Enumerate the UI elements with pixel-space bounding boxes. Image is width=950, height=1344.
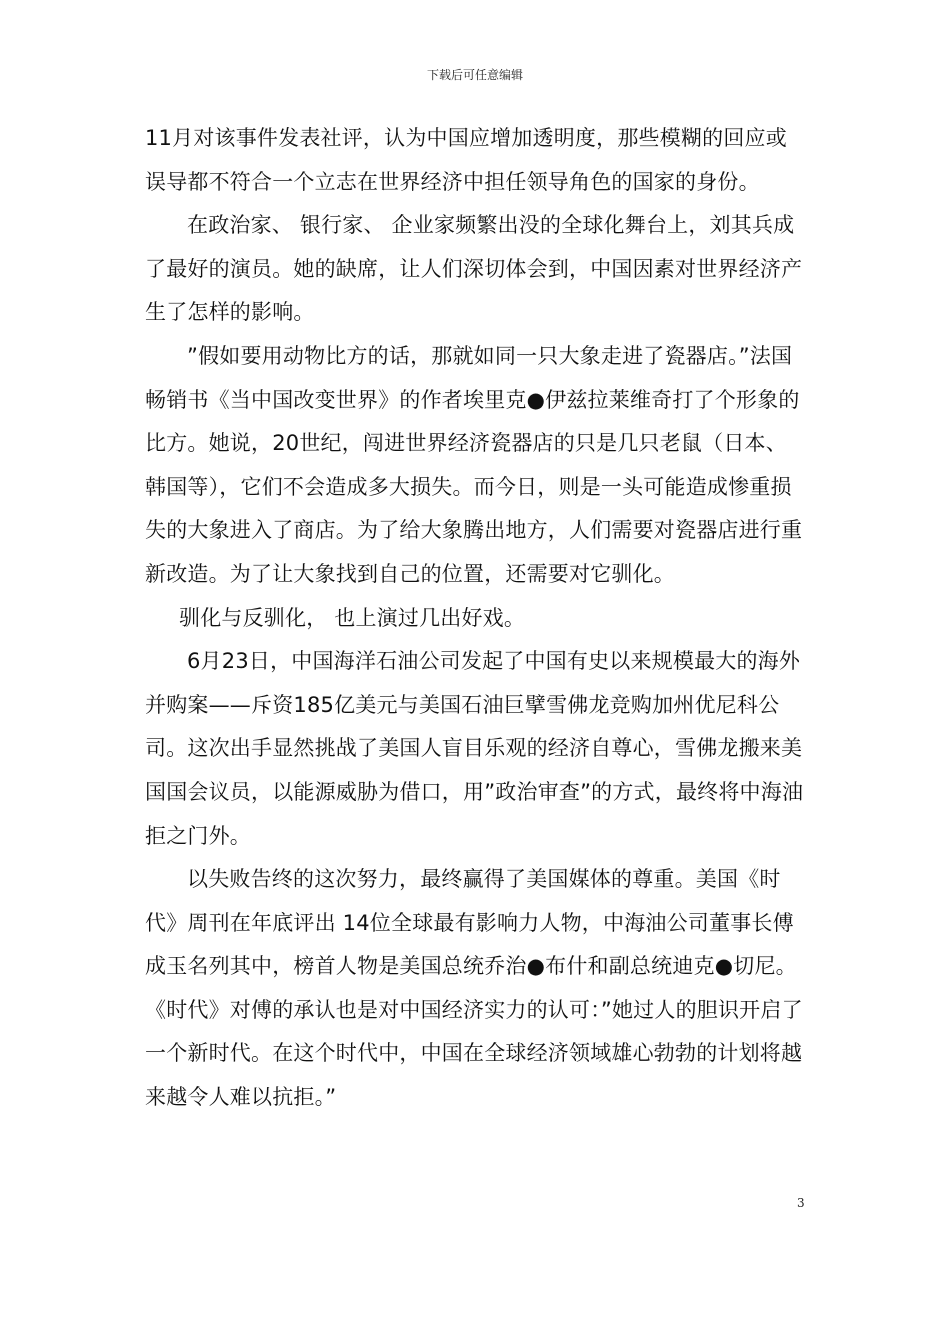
paragraph-4: 驯化与反驯化， 也上演过几出好戏。 xyxy=(179,605,526,630)
paragraph-5: 6月23日，中国海洋石油公司发起了中国有史以来规模最大的海外并购案——斥资185亿美元与美国石油巨擘雪佛龙竞购加州优尼科公司。这次出手显然挑战了美国人盲目乐观的经济自尊心，雪佛龙搬来美国国会议员，以能源威胁为借口，用”政治审查”的方式，最终将中海油拒之门外。 xyxy=(145,649,804,848)
paragraph-1: 11月对该事件发表社评，认为中国应增加透明度，那些模糊的回应或误导都不符合一个立志在世界经济中担任领导角色的国家的身份。 xyxy=(145,126,787,194)
paragraph-2: 在政治家、 银行家、 企业家频繁出没的全球化舞台上，刘其兵成了最好的演员。她的缺席，让人们深切体会到，中国因素对世界经济产生了怎样的影响。 xyxy=(145,213,803,325)
page-number: 3 xyxy=(797,1196,805,1210)
paragraph-6: 以失败告终的这次努力，最终赢得了美国媒体的尊重。美国《时代》周刊在年底评出 14位全球最有影响力人物，中海油公司董事长傅成玉名列其中，榜首人物是美国总统乔治●布什和副总统迪克●切尼。《时代》对傅的承认也是对中国经济实力的认可：”她过人的胆识开启了一个新时代。在这个时代中，中国在全球经济领域雄心勃勃的计划将越来越令人难以抗拒。” xyxy=(145,867,803,1110)
page-header: 下载后可任意编辑 xyxy=(426,68,523,82)
document-body xyxy=(145,117,805,1120)
paragraph-3: ”假如要用动物比方的话，那就如同一只大象走进了瓷器店。”法国畅销书《当中国改变世界》的作者埃里克●伊兹拉莱维奇打了个形象的比方。她说，20世纪，闯进世界经济瓷器店的只是几只老鼠（日本、 韩国等），它们不会造成多大损失。而今日，则是一头可能造成惨重损失的大象进入了商店。为了给大象腾出地方，人们需要对瓷器店进行重新改造。为了让大象找到自己的位置，还需要对它驯化。 xyxy=(145,343,803,586)
